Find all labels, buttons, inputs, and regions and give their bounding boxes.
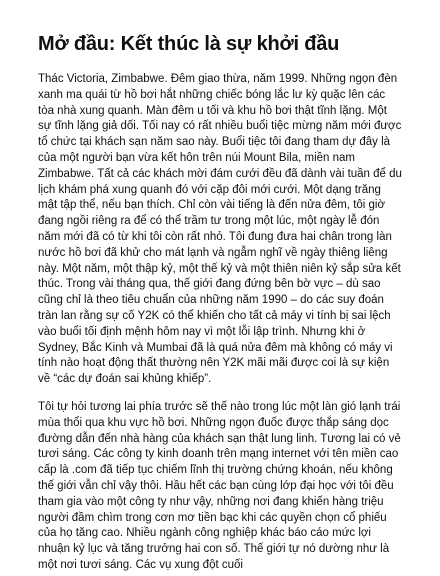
paragraph-1: Thác Victoria, Zimbabwe. Đêm giao thừa, năm 1999. Những ngọn đèn xanh ma quái từ hồ bơi hắt những chiếc bóng lắc lư kỳ quặc lên các tòa nhà xung quanh. Màn đêm u tối và khu hồ bơi thật tĩnh lặng. Một sự tĩnh lặng giả dối. Tối nay có rất nhiều buổi tiệc mừng năm mới được tổ chức tại khách sạn năm sao này. Buổi tiệc tôi đang tham dự đây là của một người bạn vừa kết hôn trên núi Mount Bila, miền nam Zimbabwe. Tất cả các khách mời đám cưới đều đã dành vài tuần để du lịch khám phá xung quanh đó với cặp đôi mới cưới. Một dạng trăng mật tập thể, nếu bạn thích. Chỉ còn vài tiếng là đến nửa đêm, tôi giờ đang ngồi riêng ra để có thể trầm tư trong một lúc, một ngày lễ đón năm mới đã có từ khi tôi còn rất nhỏ. Tôi đung đưa hai chân trong làn nước hồ bơi đã khử cho mát lạnh và ngẫm nghĩ về ngày thiêng liêng này. Một năm, một thập kỷ, một thế kỷ và một thiên niên kỷ sắp sửa kết thúc. Trong vài tháng qua, thế giới đang đứng bên bờ vực – dù sao cũng chỉ là theo tiêu chuẩn của những năm 1990 – do các suy đoán tràn lan rằng sự cố Y2K có thể khiến cho tất cả máy vi tính bị sai lệch vào buổi tối định mệnh hôm nay vì một lỗi lập trình. Nhưng khi ở Sydney, Bắc Kinh và Mumbai đã là quá nửa đêm mà không có máy vi tính nào hoạt động thất thường nên Y2K mãi mãi được coi là sự kiện về “các dự đoán sai khủng khiếp”. [38, 73, 402, 386]
paragraph-2: Tôi tự hỏi tương lai phía trước sẽ thế nào trong lúc một làn gió lạnh trái mùa thổi qua khu vực hồ bơi. Những ngọn đuốc được thắp sáng dọc đường dẫn đến nhà hàng của khách sạn thật lung linh. Tương lai có vẻ tươi sáng. Các công ty kinh doanh trên mạng internet với tên miền cao cấp là .com đã tiếp tục chiếm lĩnh thị trường chứng khoán, nếu không thế giới vẫn chỉ vậy thôi. Hầu hết các bạn cùng lớp đại học với tôi đều tham gia vào một công ty như vậy, những nơi đang khiến hàng triệu người đầm chìm trong cơn mơ tiền bạc khi các quyền chọn cổ phiếu của họ tăng cao. Nhiều ngành công nghiệp khác báo cáo mức lợi nhuận kỷ lục và tăng trưởng hai con số. Thế giới tự nó dường như là một nơi tươi sáng. Các vụ xung đột cuối [38, 400, 401, 571]
chapter-title: Mở đầu: Kết thúc là sự khởi đầu [38, 33, 340, 55]
